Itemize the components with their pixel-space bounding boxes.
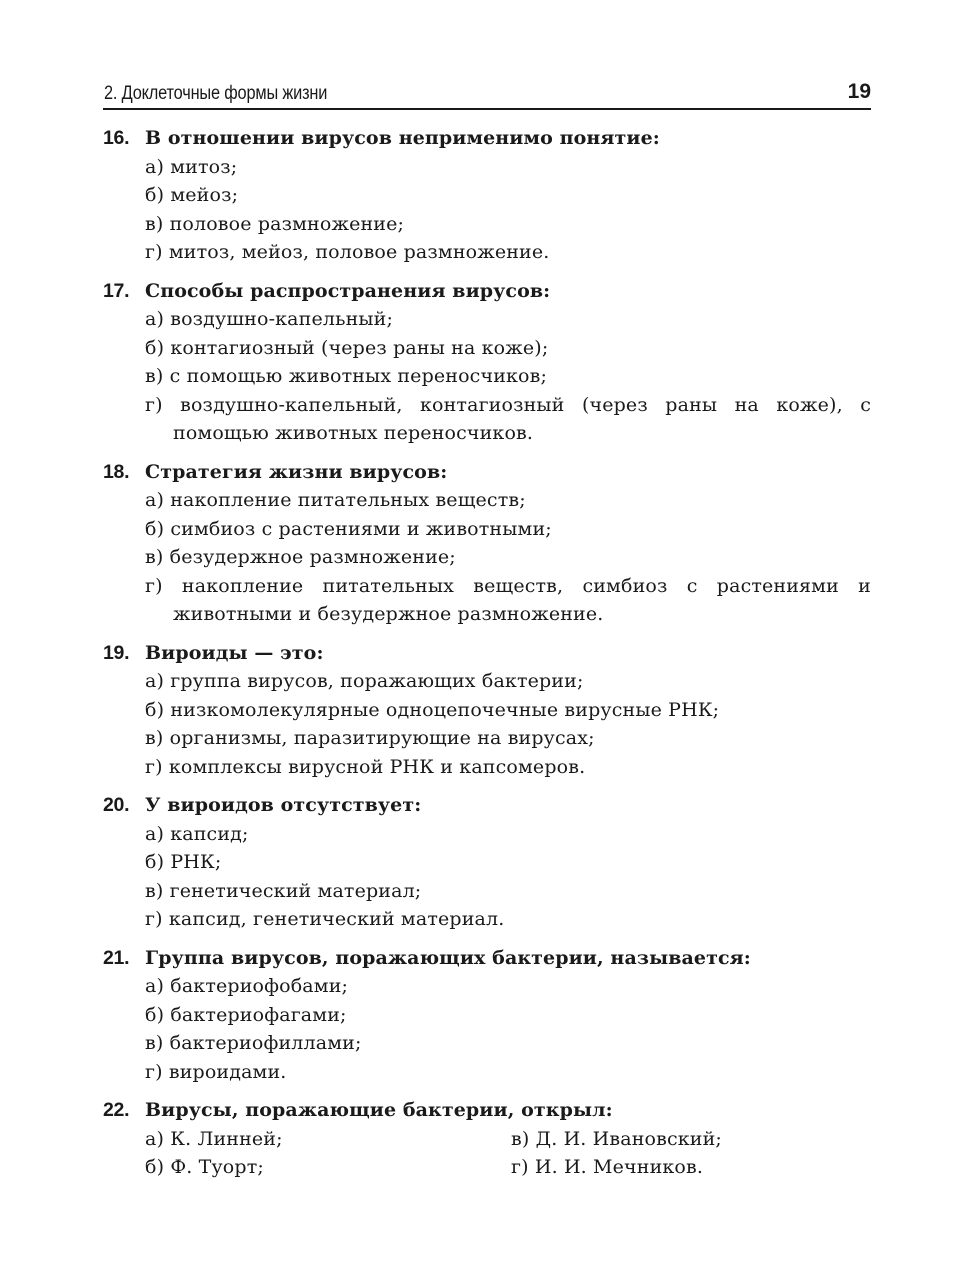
answer-option-a: а) бактериофобами; [145,975,349,997]
question-stem: Способы распространения вирусов: [145,279,551,302]
answer-option-b: б) контагиозный (через раны на коже); [145,336,549,359]
answer-option-a: а) капсид; [145,822,249,845]
answer-options [145,153,871,267]
answer-option-g: г) вироидами. [145,1060,287,1083]
question-stem: Вирусы, поражающие бактерии, открыл: [145,1099,613,1121]
answer-options [145,820,871,934]
question-stem: Группа вирусов, поражающих бактерии, называется: [145,946,751,969]
question-19 [103,639,871,782]
answer-option-a: а) группа вирусов, поражающих бактерии; [145,670,584,692]
question-header [103,639,871,668]
question-stem: У вироидов отсутствует: [145,794,422,816]
question-20 [103,791,871,934]
answer-option-b: б) мейоз; [145,184,239,206]
question-number: 16. [103,127,130,149]
question-number: 22. [103,1099,130,1121]
answer-options-grid [145,1125,871,1182]
answer-option-b: б) РНК; [145,851,222,873]
answer-option-b: б) симбиоз с растениями и животными; [145,517,552,540]
question-header [103,277,871,306]
question-stem: В отношении вирусов неприменимо понятие: [145,127,660,149]
answer-option-g: г) накопление питательных веществ, симбиоз с растениями и животными и безудержное размножение. [145,574,871,625]
chapter-title: 2. Доклеточные формы жизни [104,83,328,104]
running-header [103,78,871,110]
question-number: 19. [103,641,130,664]
question-number: 21. [103,946,130,969]
answer-options [145,667,871,781]
answer-option-b: б) бактериофагами; [145,1003,347,1026]
question-header [103,791,871,820]
question-22 [103,1096,871,1182]
answer-option-g: г) митоз, мейоз, половое размножение. [145,241,550,263]
answer-option-a: а) митоз; [145,155,238,178]
question-number: 17. [103,279,130,302]
question-header [103,458,871,487]
answer-option-b: б) низкомолекулярные одноцепочечные вирусные РНК; [145,698,720,721]
answer-option-b: б) Ф. Туорт; [145,1156,264,1178]
answer-option-g: г) капсид, генетический материал. [145,908,505,930]
question-21 [103,944,871,1087]
answer-option-v: в) безудержное размножение; [145,546,456,568]
question-stem: Стратегия жизни вирусов: [145,460,448,483]
question-stem: Вироиды — это: [145,641,324,664]
answer-option-v: в) организмы, паразитирующие на вирусах; [145,727,595,749]
question-16 [103,124,871,267]
page-number: 19 [847,80,871,103]
question-17 [103,277,871,448]
answer-option-v: в) бактериофиллами; [145,1032,362,1054]
answer-option-a: а) накопление питательных веществ; [145,489,526,511]
answer-option-g: г) И. И. Мечников. [511,1156,704,1178]
question-18 [103,458,871,629]
answer-option-v: в) Д. И. Ивановский; [511,1127,722,1150]
answer-option-v: в) с помощью животных переносчиков; [145,365,548,387]
answer-option-v: в) половое размножение; [145,212,405,235]
question-number: 20. [103,794,130,816]
question-list [103,124,871,1192]
answer-option-g: г) комплексы вирусной РНК и капсомеров. [145,755,586,778]
answer-option-v: в) генетический материал; [145,879,422,902]
answer-option-g: г) воздушно-капельный, контагиозный (через раны на коже), с помощью животных переносчиков. [145,393,871,444]
answer-options [145,972,871,1086]
answer-options [145,486,871,629]
answer-options [145,305,871,448]
answer-option-a: а) воздушно-капельный; [145,308,394,330]
answer-option-a: а) К. Линней; [145,1127,283,1150]
question-number: 18. [103,460,130,483]
question-header [103,124,871,153]
question-header [103,944,871,973]
question-header [103,1096,871,1125]
